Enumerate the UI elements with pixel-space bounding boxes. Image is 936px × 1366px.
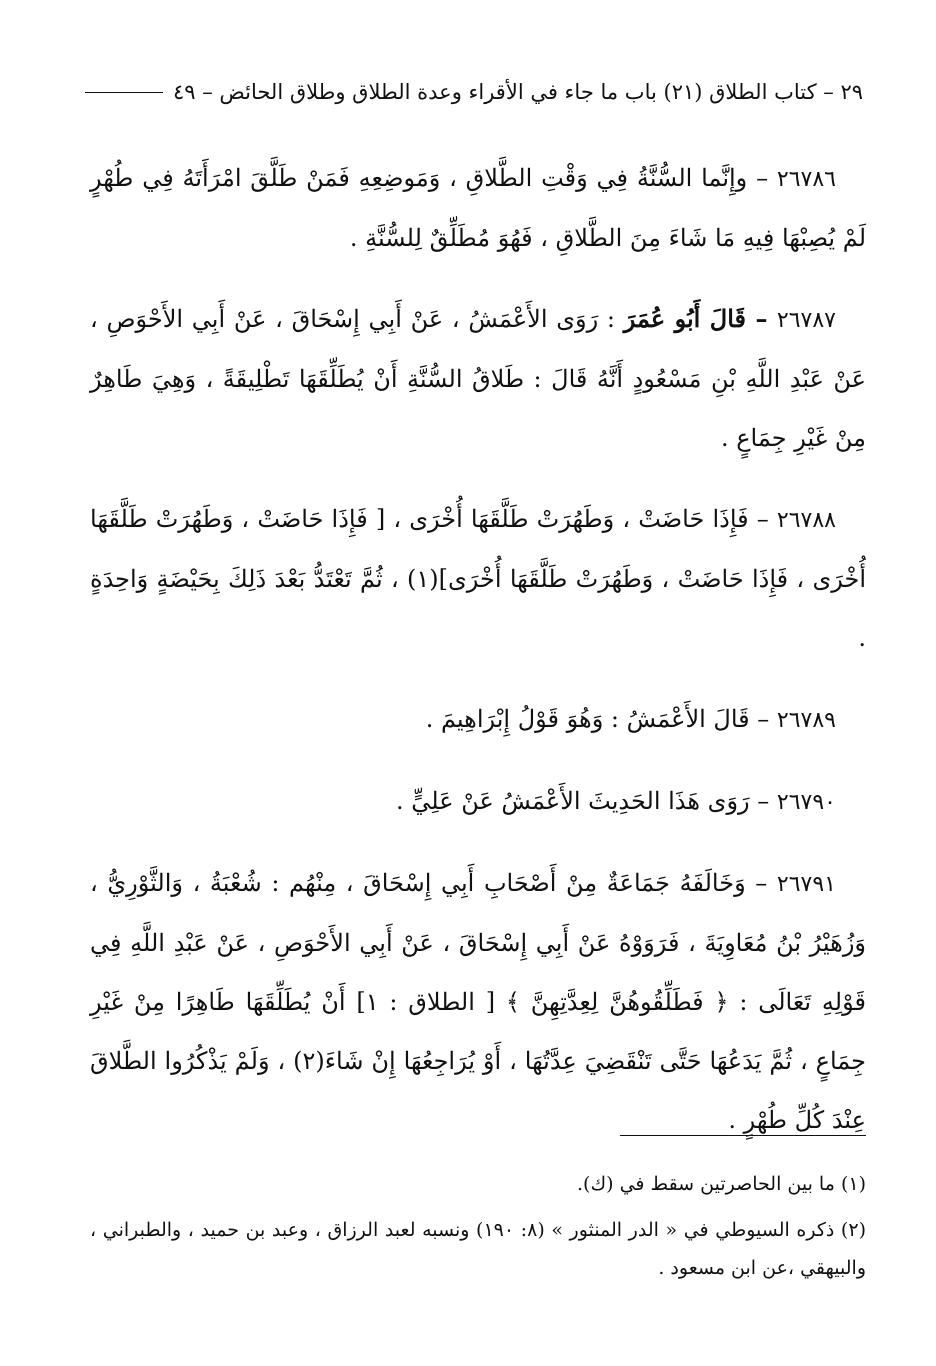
footnotes	[90, 1165, 866, 1295]
paragraph-number: ٢٦٧٨٨	[776, 508, 836, 533]
paragraph-number: ٢٦٧٩١	[776, 872, 836, 897]
paragraph-26786	[90, 148, 866, 268]
footnote-rule	[620, 1135, 866, 1136]
paragraph-26787	[90, 289, 866, 468]
paragraph-26791	[90, 853, 866, 1150]
header-title: ٢٩ – كتاب الطلاق (٢١) باب ما جاء في الأقراء وعدة الطلاق وطلاق الحائض – ٤٩	[172, 80, 863, 104]
main-text	[90, 148, 866, 1171]
footnote-1: (١) ما بين الحاصرتين سقط في (ك).	[577, 1173, 866, 1195]
paragraph-text: – قَالَ الأَعْمَشُ : وَهُوَ قَوْلُ إِبْرَاهِيمَ .	[425, 705, 777, 733]
running-header	[85, 72, 863, 112]
paragraph-number: ٢٦٧٩٠	[776, 790, 836, 815]
paragraph-text: – فَإِذَا حَاضَتْ ، وَطَهُرَتْ طَلَّقَهَا أُخْرَى ، [ فَإِذَا حَاضَتْ ، وَطَهُرَتْ طَلَّقَهَا أُخْرَى ، فَإِذَا حَاضَتْ ، وَطَهُرَتْ طَلَّقَهَا أُخْرَى](١) ، ثُمَّ تَعْتَدُّ بَعْدَ ذَلِكَ بِحَيْضَةٍ وَاحِدَةٍ .	[90, 505, 866, 652]
paragraph-text: – وإِنَّما السُّنَّةُ فِي وَقْتِ الطَّلاقِ ، وَمَوضِعِهِ فَمَنْ طَلَّقَ امْرَأَتَهُ فِي طُهْرٍ لَمْ يُصِبْهَا فِيهِ مَا شَاءَ مِنَ الطَّلاقِ ، فَهُوَ مُطَلِّقٌ لِلسُّنَّةِ .	[90, 164, 866, 252]
paragraph-text: – رَوَى هَذَا الحَدِيثَ الأَعْمَشُ عَنْ عَلِيٍّ .	[396, 787, 777, 815]
paragraph-number: ٢٦٧٨٩	[776, 708, 836, 733]
paragraph-lead: – قَالَ أَبُو عُمَرَ	[623, 304, 777, 333]
paragraph-text: : رَوَى الأَعْمَشُ ، عَنْ أَبِي إِسْحَاقَ ، عَنْ أَبِي الأَحْوَصِ ، عَنْ عَبْدِ اللَّهِ بْنِ مَسْعُودٍ أَنَّهُ قَالَ : طَلاقُ السُّنَّةِ أَنْ يُطَلِّقَهَا تَطْلِيقَةً ، وَهِيَ طَاهِرٌ مِنْ غَيْرِ جِمَاعٍ .	[90, 305, 866, 452]
paragraph-number: ٢٦٧٨٦	[776, 167, 836, 192]
paragraph-26789	[90, 689, 866, 750]
footnote-2: (٢) ذكره السيوطي في « الدر المنثور » (٨: ١٩٠) ونسبه لعبد الرزاق ، وعبد بن حميد ، والطبراني ، والبيهقي ،عن ابن مسعود .	[90, 1219, 866, 1279]
paragraph-26790	[90, 771, 866, 832]
paragraph-26788	[90, 489, 866, 668]
header-rule	[85, 92, 163, 93]
paragraph-text: – وَخَالَفَهُ جَمَاعَةٌ مِنْ أَصْحَابِ أَبِي إِسْحَاقَ ، مِنْهُم : شُعْبَةُ ، وَالثَّوْرِيُّ ، وَزُهَيْرُ بْنُ مُعَاوِيَةَ ، فَرَوَوْهُ عَنْ أَبِي إِسْحَاقَ ، عَنْ أَبِي الأَحْوَصِ ، عَنْ عَبْدِ اللَّهِ فِي قَوْلِهِ تَعَالَى : ﴿ فَطَلِّقُوهُنَّ لِعِدَّتِهِنَّ ﴾ [ الطلاق : ١] أَنْ يُطَلِّقَهَا طَاهِرًا مِنْ غَيْرِ جِمَاعٍ ، ثُمَّ يَدَعُهَا حَتَّى تَنْقَضِيَ عِدَّتُهَا ، أَوْ يُرَاجِعُهَا إِنْ شَاءَ(٢) ، وَلَمْ يَذْكُرُوا الطَّلاقَ عِنْدَ كُلِّ طُهْرٍ .	[90, 869, 867, 1134]
paragraph-number: ٢٦٧٨٧	[776, 308, 836, 333]
